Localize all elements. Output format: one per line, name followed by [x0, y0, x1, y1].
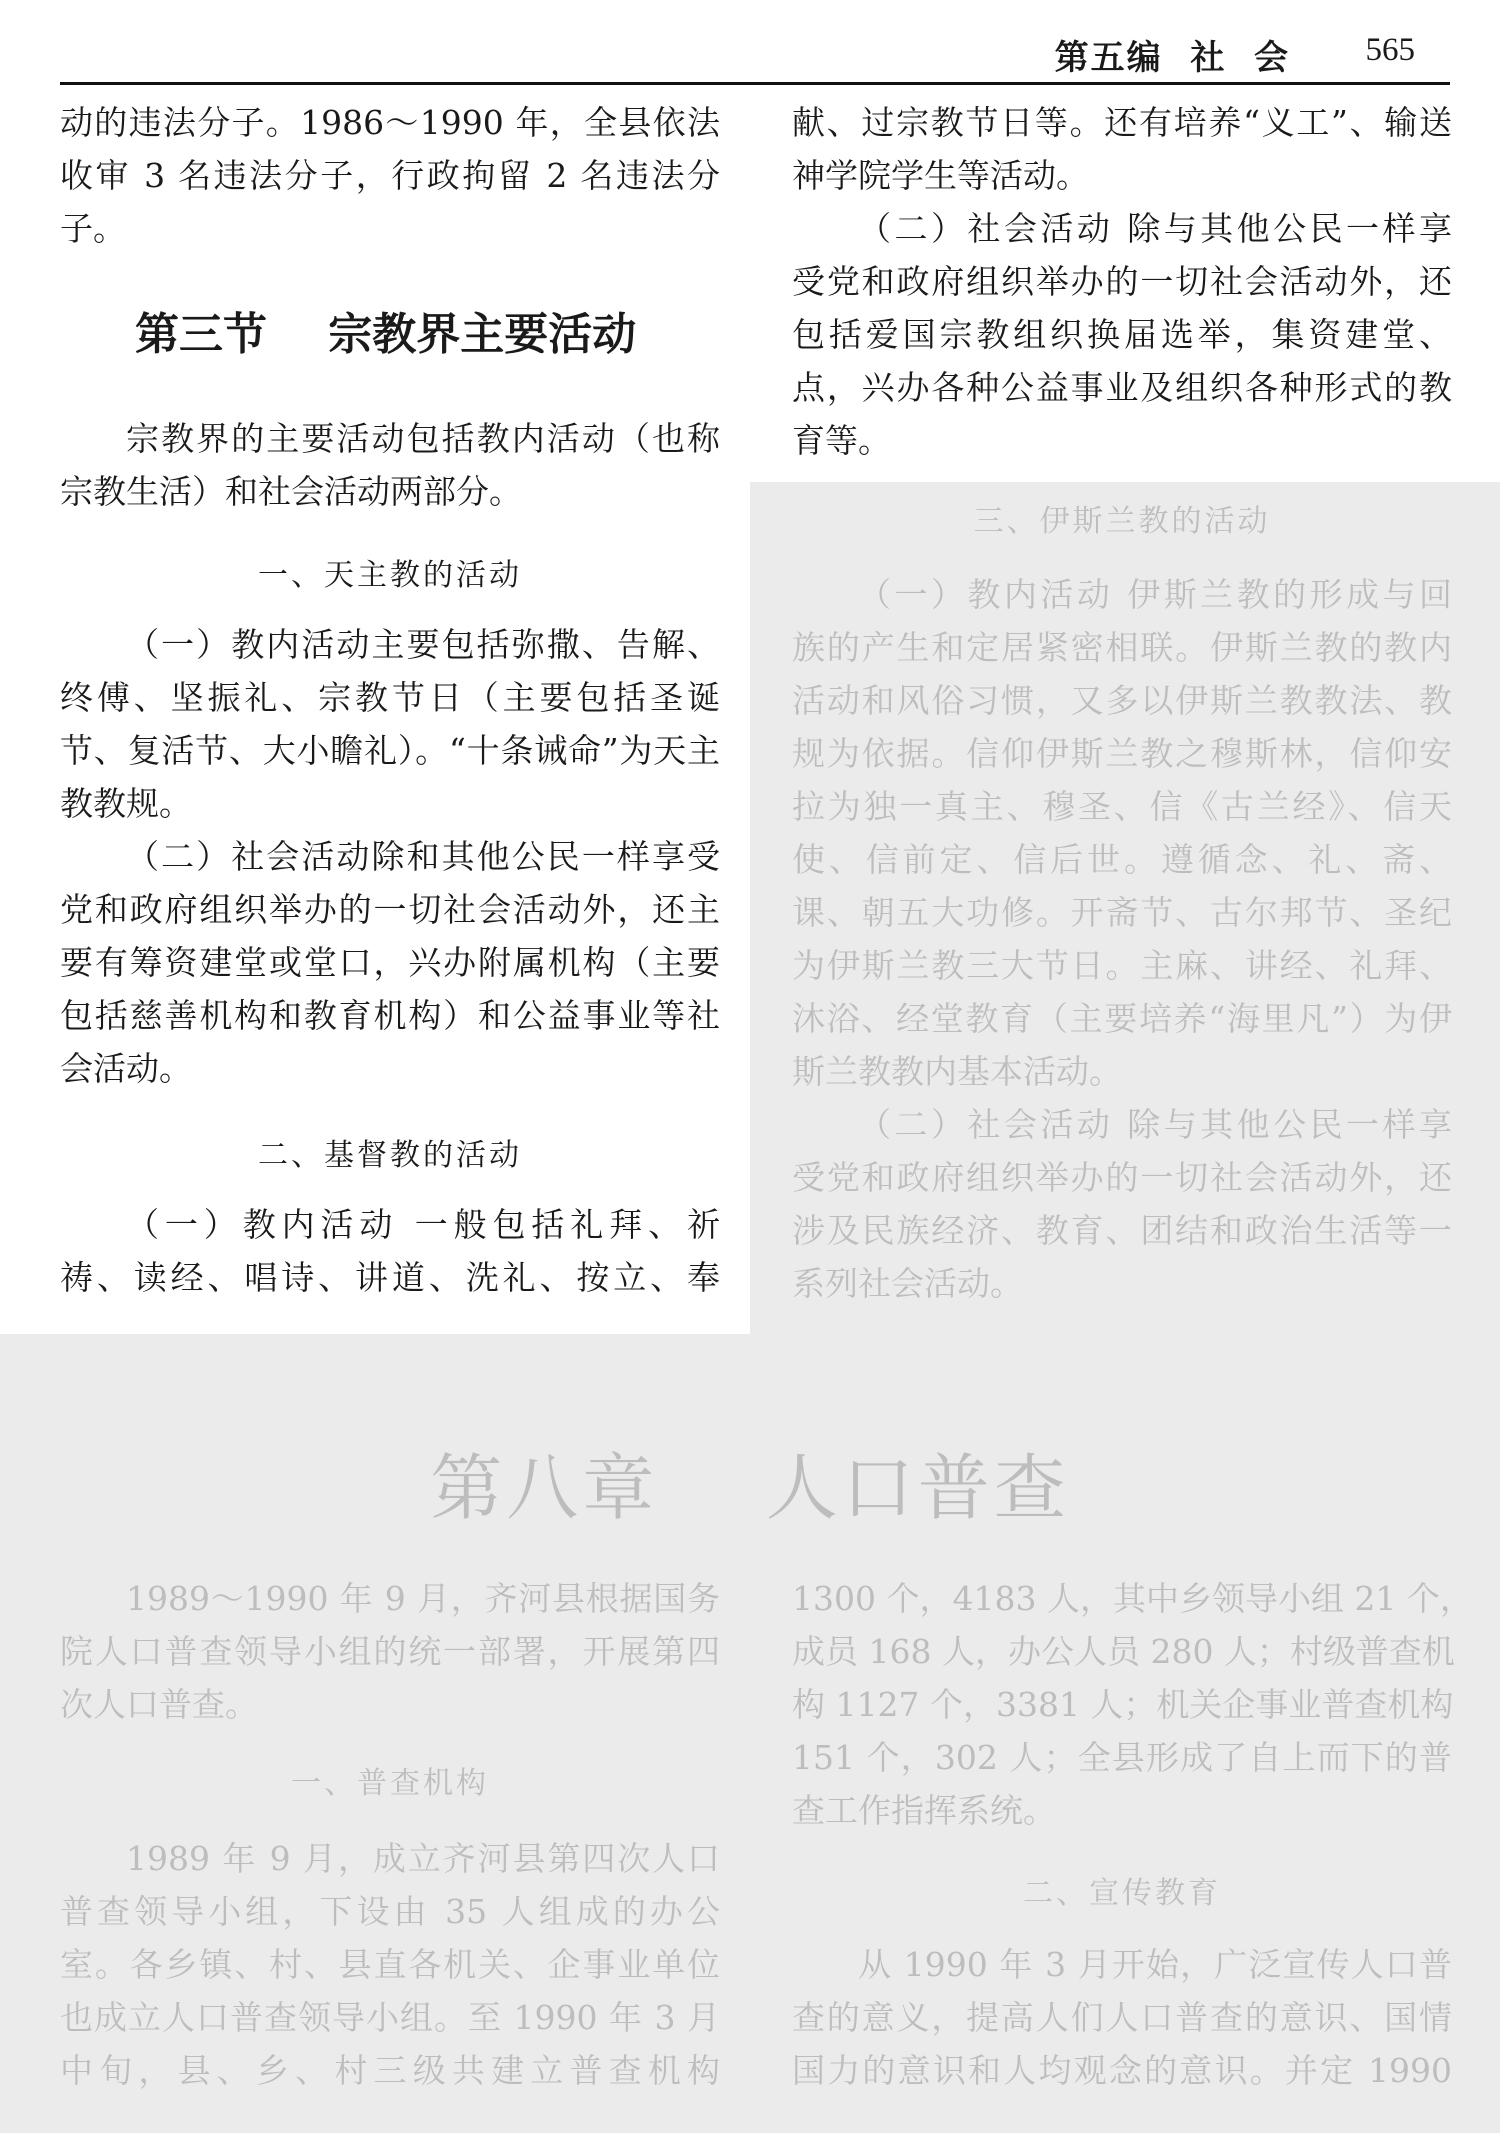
chapter-title: 第八章 人口普查 — [430, 1446, 1070, 1530]
text-line: 祷、读经、唱诗、讲道、洗礼、按立、奉 — [60, 1258, 720, 1297]
text-line: 1989～1990 年 9 月，齐河县根据国务 — [126, 1579, 720, 1618]
org-paragraph — [60, 1832, 720, 2097]
text-line: 从 1990 年 3 月开始，广泛宣传人口普 — [858, 1945, 1452, 1984]
census-right-continuation — [792, 1572, 1473, 1837]
text-line: 也成立人口普查领导小组。至 1990 年 3 月 — [60, 1998, 720, 2037]
text-line: 次人口普查。 — [60, 1685, 258, 1724]
text-line: 为伊斯兰教三大节日。主麻、讲经、礼拜、 — [792, 946, 1452, 985]
text-line: 活动和风俗习惯，又多以伊斯兰教教法、教 — [792, 681, 1452, 720]
text-line: （一）教内活动主要包括弥撒、告解、 — [126, 625, 720, 664]
text-line: 构 1127 个，3381 人；机关企事业普查机构 — [792, 1685, 1454, 1724]
text-line: 收审 3 名违法分子，行政拘留 2 名违法分 — [60, 156, 720, 195]
text-line: 终傅、坚振礼、宗教节日（主要包括圣诞 — [60, 678, 720, 717]
text-line: 要有筹资建堂或堂口，兴办附属机构（主要 — [60, 943, 720, 982]
text-line: 普查领导小组，下设由 35 人组成的办公 — [60, 1892, 720, 1931]
census-intro — [60, 1572, 720, 1731]
christian-paragraph-start — [60, 1198, 720, 1304]
text-line: 育等。 — [792, 421, 891, 460]
text-line: 神学院学生等活动。 — [792, 156, 1089, 195]
text-line: 成员 168 人，办公人员 280 人；村级普查机 — [792, 1632, 1455, 1671]
publicity-paragraph — [792, 1938, 1452, 2097]
text-line: 教教规。 — [60, 784, 192, 823]
text-line: 斯兰教教内基本活动。 — [792, 1052, 1122, 1091]
islam-paragraphs — [792, 568, 1452, 1310]
left-intro — [60, 412, 720, 518]
publicity-heading: 二、宣传教育 — [1023, 1876, 1221, 1911]
text-line: 动的违法分子。1986～1990 年，全县依法 — [60, 103, 720, 142]
text-line: 系列社会活动。 — [792, 1264, 1023, 1303]
text-line: 子。 — [60, 209, 126, 248]
text-line: 献、过宗教节日等。还有培养“义工”、输送 — [792, 103, 1452, 142]
text-line: 国力的意识和人均观念的意识。并定 1990 — [792, 2051, 1452, 2090]
text-line: 宗教界的主要活动包括教内活动（也称 — [126, 419, 720, 458]
text-line: 1989 年 9 月，成立齐河县第四次人口 — [126, 1839, 720, 1878]
catholic-paragraphs — [60, 618, 720, 1095]
text-line: 中旬，县、乡、村三级共建立普查机构 — [60, 2051, 720, 2090]
text-line: （二）社会活动 除与其他公民一样享 — [858, 1105, 1452, 1144]
running-head: 第五编 社 会 — [1054, 38, 1290, 78]
text-line: 受党和政府组织举办的一切社会活动外，还 — [792, 1158, 1452, 1197]
text-line: （二）社会活动 除与其他公民一样享 — [858, 209, 1452, 248]
page-header — [60, 30, 1450, 85]
text-line: 查工作指挥系统。 — [792, 1791, 1056, 1830]
text-line: 课、朝五大功修。开斋节、古尔邦节、圣纪 — [792, 893, 1452, 932]
text-line: （一）教内活动 伊斯兰教的形成与回 — [858, 575, 1452, 614]
text-line: （二）社会活动除和其他公民一样享受 — [126, 837, 720, 876]
text-line: 包括慈善机构和教育机构）和公益事业等社 — [60, 996, 720, 1035]
text-line: 包括爱国宗教组织换届选举，集资建堂、 — [792, 315, 1452, 354]
text-line: 族的产生和定居紧密相联。伊斯兰教的教内 — [792, 628, 1452, 667]
text-line: 点，兴办各种公益事业及组织各种形式的教 — [792, 368, 1452, 407]
text-line: 室。各乡镇、村、县直各机关、企事业单位 — [60, 1945, 720, 1984]
christian-heading: 二、基督教的活动 — [258, 1138, 522, 1173]
text-line: 规为依据。信仰伊斯兰教之穆斯林，信仰安 — [792, 734, 1452, 773]
page-number: 565 — [1365, 32, 1415, 68]
text-line: （一）教内活动 一般包括礼拜、祈 — [126, 1205, 720, 1244]
org-heading: 一、普查机构 — [291, 1766, 489, 1801]
text-line: 受党和政府组织举办的一切社会活动外，还 — [792, 262, 1452, 301]
section-title: 第三节 宗教界主要活动 — [135, 309, 637, 360]
text-line: 拉为独一真主、穆圣、信《古兰经》、信天 — [792, 787, 1452, 826]
text-line: 使、信前定、信后世。遵循念、礼、斋、 — [792, 840, 1452, 879]
left-column-top — [60, 96, 720, 255]
text-line: 查的意义，提高人们人口普查的意识、国情 — [792, 1998, 1452, 2037]
text-line: 涉及民族经济、教育、团结和政治生活等一 — [792, 1211, 1452, 1250]
text-line: 党和政府组织举办的一切社会活动外，还主 — [60, 890, 720, 929]
text-line: 院人口普查领导小组的统一部署，开展第四 — [60, 1632, 720, 1671]
islam-heading: 三、伊斯兰教的活动 — [973, 504, 1271, 539]
text-line: 宗教生活）和社会活动两部分。 — [60, 472, 522, 511]
text-line: 会活动。 — [60, 1049, 192, 1088]
right-column-top — [792, 96, 1452, 467]
text-line: 151 个，302 人；全县形成了自上而下的普 — [792, 1738, 1452, 1777]
text-line: 1300 个，4183 人，其中乡领导小组 21 个， — [792, 1579, 1473, 1618]
text-line: 沐浴、经堂教育（主要培养“海里凡”）为伊 — [792, 999, 1452, 1038]
text-line: 节、复活节、大小瞻礼）。“十条诫命”为天主 — [60, 731, 720, 770]
catholic-heading: 一、天主教的活动 — [258, 558, 522, 593]
